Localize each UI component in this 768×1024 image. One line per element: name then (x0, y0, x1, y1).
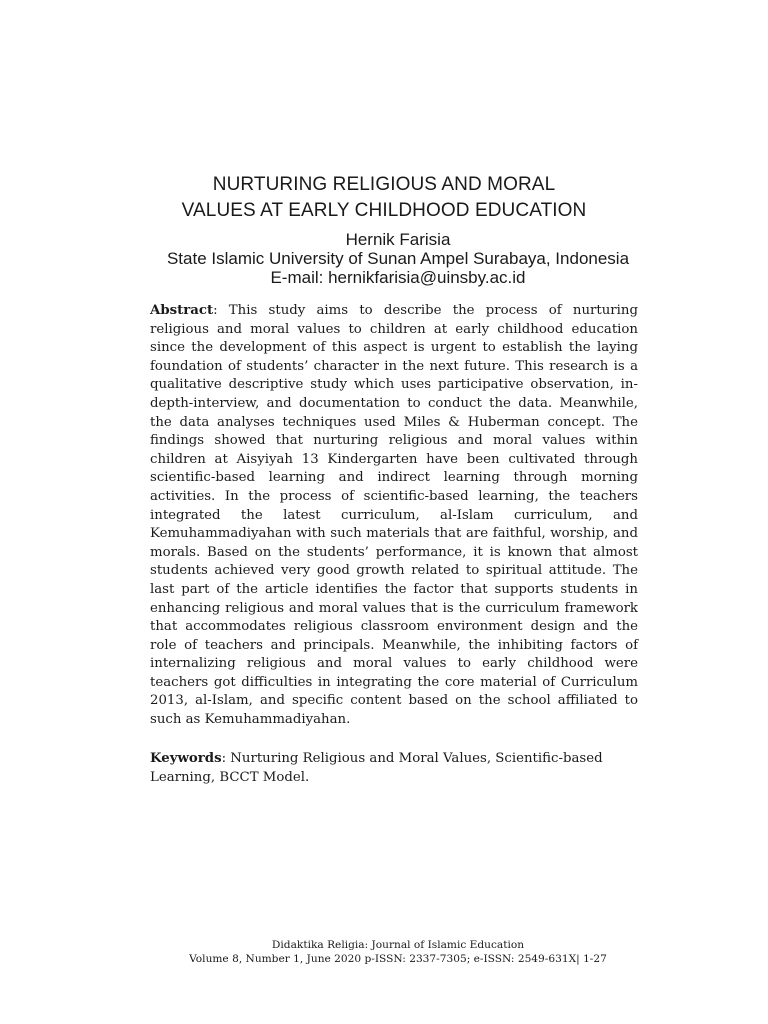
author-email: E-mail: hernikfarisia@uinsby.ac.id (270, 268, 526, 287)
footer-issue: Volume 8, Number 1, June 2020 p-ISSN: 2337-7305; e-ISSN: 2549-631X| 1-27 (189, 953, 607, 965)
abstract-label: Abstract (150, 303, 214, 318)
abstract-paragraph (150, 302, 638, 730)
keywords-label: Keywords (150, 751, 222, 766)
title-line-2: VALUES AT EARLY CHILDHOOD EDUCATION (181, 200, 587, 221)
title-line-1: NURTURING RELIGIOUS AND MORAL (212, 174, 556, 195)
author-name: Hernik Farisia (345, 230, 451, 249)
author-affiliation: State Islamic University of Sunan Ampel Surabaya, Indonesia (166, 249, 630, 268)
page-footer (100, 938, 696, 966)
keywords-text: : Nurturing Religious and Moral Values, Scientific-based Learning, BCCT Model. (150, 751, 603, 785)
abstract-text: : This study aims to describe the process of nurturing religious and moral values to children at early childhood education since the development of this aspect is urgent to establish the laying foundation of students’ character in the next future. This research is a qualitative descriptive study which uses participative observation, in-depth-interview, and documentation to conduct the data. Meanwhile, the data analyses techniques used Miles & Huberman concept. The findings showed that nurturing religious and moral values within children at Aisyiyah 13 Kindergarten have been cultivated through scientific-based learning and indirect learning through morning activities. In the process of scientific-based learning, the teachers integrated the latest curriculum, al-Islam curriculum, and Kemuhammadiyahan with such materials that are faithful, worship, and morals. Based on the students’ performance, it is known that almost students achieved very good growth related to spiritual attitude. The last part of the article identifies the factor that supports students in enhancing religious and moral values that is the curriculum framework that accommodates religious classroom environment design and the role of teachers and principals. Meanwhile, the inhibiting factors of internalizing religious and moral values to early childhood were teachers got difficulties in integrating the core material of Curriculum 2013, al-Islam, and specific content based on the school affiliated to such as Kemuhammadiyahan. (150, 303, 638, 728)
author-info (100, 230, 696, 287)
footer-journal: Didaktika Religia: Journal of Islamic Education (271, 939, 525, 951)
keywords-paragraph (150, 750, 638, 787)
paper-title (120, 172, 648, 224)
